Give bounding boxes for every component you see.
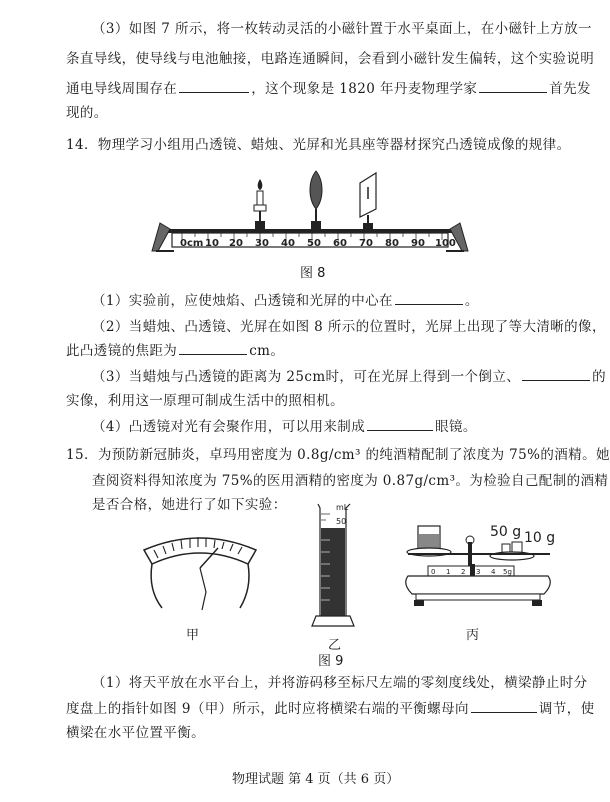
scale-number: 2	[461, 568, 466, 576]
scale-number: 0	[431, 568, 436, 576]
q14-p4-text: （4）凸透镜对光有会聚作用，可以用来制成	[92, 419, 366, 435]
q14-p2-text: 此凸透镜的焦距为	[66, 343, 178, 359]
q15-line2: 查阅资料得知浓度为 75%的医用酒精的密度为 0.87g/cm³。为检验自己配制的酒精	[92, 473, 609, 489]
q14-part2-cont	[66, 342, 284, 360]
candle-icon	[254, 179, 266, 230]
answer-blank[interactable]	[395, 292, 463, 305]
q14-part4	[92, 418, 477, 436]
ruler-label: 10	[205, 238, 219, 249]
ruler-label: 0cm	[180, 238, 204, 249]
light-screen-icon	[360, 173, 376, 230]
scale-number: 3	[476, 568, 481, 576]
answer-blank[interactable]	[479, 80, 547, 93]
ruler-label: 60	[333, 238, 347, 249]
weight-label-50g: 50 g	[490, 524, 522, 540]
q14-p3-end: 的	[592, 369, 607, 385]
q14-stem: 14．物理学习小组用凸透镜、蜡烛、光屏和光具座等器材探究凸透镜成像的规律。	[66, 137, 571, 153]
ruler-label: 20	[229, 238, 243, 249]
page-footer: 物理试题 第 4 页（共 6 页）	[232, 772, 400, 787]
answer-blank[interactable]	[179, 80, 249, 93]
answer-blank[interactable]	[471, 700, 537, 713]
scale-number: 1	[446, 568, 451, 576]
scale-number: 4	[491, 568, 496, 576]
ruler-label: 40	[281, 238, 295, 249]
cylinder-mark: 50	[336, 517, 347, 526]
ruler-label: 80	[385, 238, 399, 249]
ruler-label: 90	[411, 238, 425, 249]
q13-3-line4: 现的。	[66, 105, 108, 121]
figure-9b-caption: 乙	[328, 638, 342, 653]
figure-8-caption: 图 8	[300, 266, 326, 281]
answer-blank[interactable]	[367, 418, 433, 431]
convex-lens-icon	[310, 171, 322, 230]
balance-scale-figure	[398, 518, 558, 618]
optical-bench-figure	[150, 165, 470, 253]
ruler-label: 50	[307, 238, 321, 249]
scale-number: 5g	[503, 568, 512, 576]
q13-3-line1: （3）如图 7 所示，将一枚转动灵活的小磁针置于水平桌面上，在小磁针上方放一	[92, 21, 592, 37]
q14-p2-unit: cm。	[249, 343, 285, 359]
measuring-cylinder-figure	[312, 500, 358, 630]
q13-3-text-b: ，这个现象是 1820 年丹麦物理学家	[251, 81, 478, 97]
ruler-label: 70	[359, 238, 373, 249]
q14-part3	[92, 368, 606, 386]
balance-dial-figure	[140, 530, 260, 612]
q13-3-text-c: 首先发	[549, 81, 591, 97]
q13-3-line3	[66, 80, 591, 98]
q13-3-text-a: 通电导线周围存在	[66, 81, 178, 97]
q14-part1	[92, 292, 479, 310]
figure-9c-caption: 丙	[466, 628, 480, 643]
q15-line3: 是否合格，她进行了如下实验：	[92, 497, 287, 513]
q15-line1: 15．为预防新冠肺炎，卓玛用密度为 0.8g/cm³ 的纯酒精配制了浓度为 75%的酒精。她	[66, 447, 610, 463]
q15-part1-cont	[66, 700, 595, 718]
q14-part3-cont: 实像，利用这一原理可制成生活中的照相机。	[66, 393, 344, 409]
q15-part1-cont2: 横梁在水平位置平衡。	[66, 725, 205, 741]
figure-9a-caption: 甲	[186, 628, 200, 643]
weight-label-10g: 10 g	[524, 530, 556, 546]
q14-part2: （2）当蜡烛、凸透镜、光屏在如图 8 所示的位置时，光屏上出现了等大清晰的像，	[92, 319, 606, 335]
answer-blank[interactable]	[179, 342, 247, 355]
cylinder-unit: mL	[336, 503, 349, 512]
figure-9-caption: 图 9	[318, 654, 344, 669]
q14-p3-text: （3）当蜡烛与凸透镜的距离为 25cm时，可在光屏上得到一个倒立、	[92, 369, 521, 385]
ruler-label: 30	[255, 238, 269, 249]
answer-blank[interactable]	[522, 368, 590, 381]
q15-p1-end: 调节，使	[538, 701, 595, 717]
q15-p1-text: 度盘上的指针如图 9（甲）所示，此时应将横梁右端的平衡螺母向	[66, 701, 469, 717]
q14-p1-text: （1）实验前，应使烛焰、凸透镜和光屏的中心在	[92, 293, 393, 309]
q14-p1-end: 。	[464, 293, 479, 309]
q13-3-line2: 条直导线，使导线与电池触接，电路连通瞬间，会看到小磁针发生偏转，这个实验说明	[66, 51, 595, 67]
q15-part1: （1）将天平放在水平台上，并将游码移至标尺左端的零刻度线处，横梁静止时分	[92, 675, 588, 691]
q14-p4-end: 眼镜。	[435, 419, 477, 435]
ruler-label: 100	[435, 238, 456, 249]
